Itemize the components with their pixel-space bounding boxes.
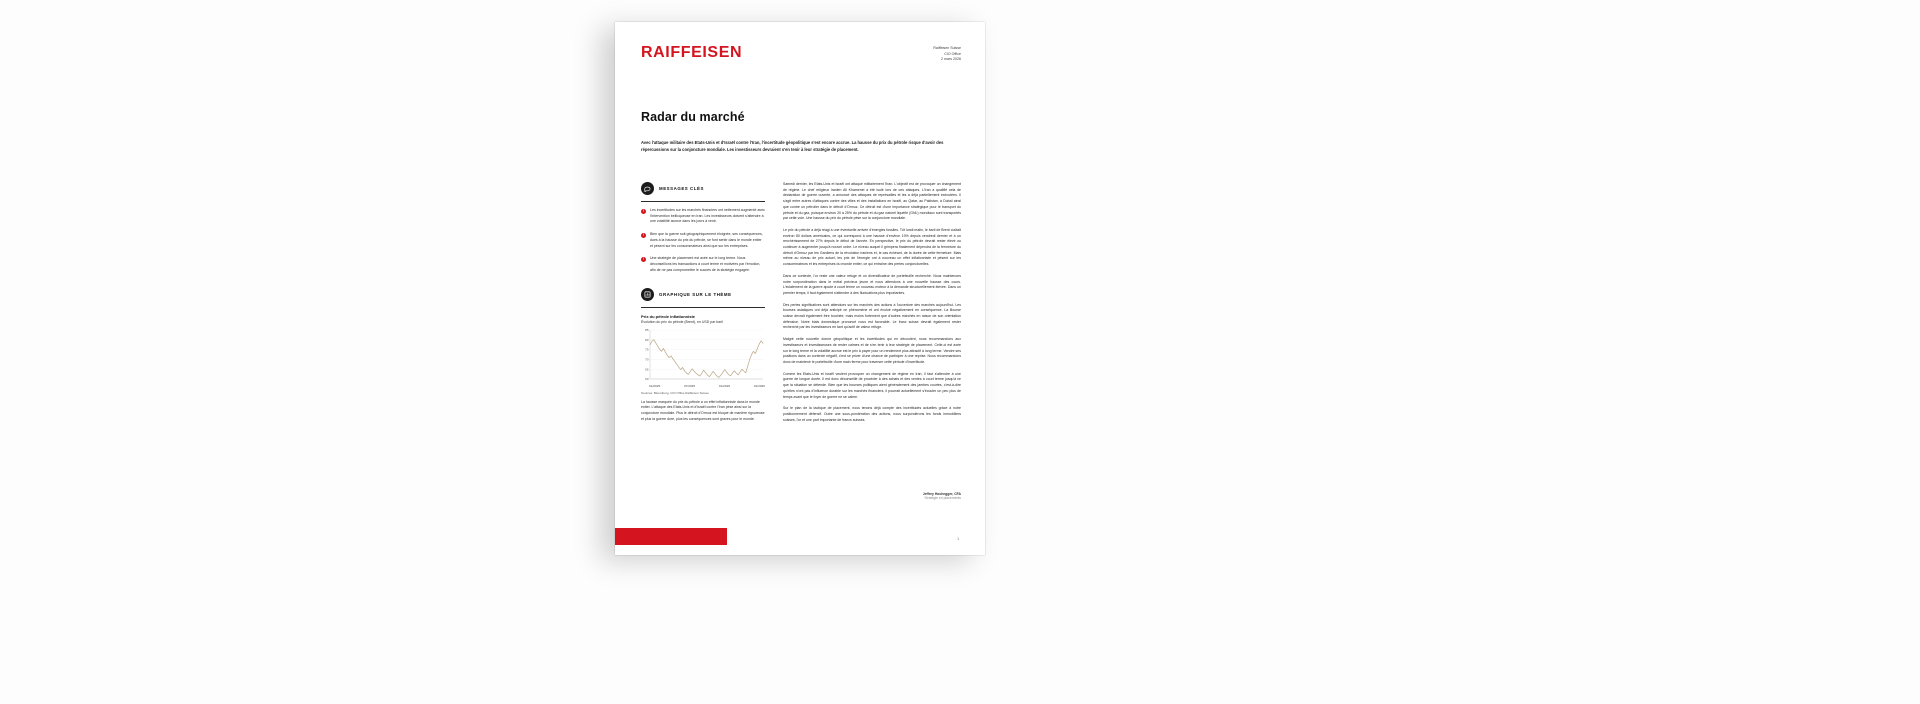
bar-chart-icon	[641, 288, 654, 301]
key-message-text: Les incertitudes sur les marchés financiers ont nettement augmenté avec l'intervention bellicqueuse en Iran. Les investisseurs doivent s'attendre à une volatilité accrue dans les jours à venir.	[650, 208, 765, 224]
page-number: 1	[957, 537, 959, 541]
article-paragraph: Comme les Etats-Unis et Israël veulent provoquer un changement de régime en Iran, il faut s'attendre à une guerre de longue durée. Il est donc déconseillé de procéder à des achats et des ventes à court terme jusqu'à ce que la situation se détende. Bien que les bourses politiques aient généralement des jambes courtes, c'est-à-dire qu'elles n'ont pas d'influence durable sur les marchés financiers, il pourrait actuellement s'écouler un peu plus de temps avant que le foyer de guerre ne se calme.	[783, 371, 961, 399]
article-paragraph: Le prix du pétrole a déjà réagi à une éventuelle arrivée d'énergies fossiles. Tôt lundi matin, le baril de Brent coûtait environ 80 dollars américains, ce qui correspond à une hausse d'environ 10% depuis vendredi dernier et à un renchérissement de 27% depuis le début de l'année. En perspective, le prix du pétrole devrait rester élevé ou continuer à augmenter jusqu'à nouvel ordre. Le niveau auquel il grimpera finalement dépendra de la fermeture du détroit d'Ormuz par les Gardiens de la révolution iraniens et, le cas échéant, de la durée de cette fermeture. Mais même au niveau de prix actuel, les prix de l'énergie ont à nouveau un effet inflationniste et pèsent sur les consommateurs et les entreprises du monde entier, ce qui entraîne des pertes conjoncturelles.	[783, 227, 961, 267]
right-column	[783, 182, 961, 429]
chart-x-axis-labels	[641, 384, 765, 388]
signature-block	[923, 492, 961, 500]
key-message-text: Bien que la guerre soit géographiquement éloignée, ses conséquences, dues à la hausse du prix du pétrole, se font sentir dans le monde entier et pèsent sur les consommateurs ainsi que sur les entreprises.	[650, 232, 763, 248]
key-message-text: Une stratégie de placement est axée sur le long terme. Nous déconseillons les transactions à court terme et motivées par l'émotion, afin de ne pas compromettre le succès de la stratégie engagée.	[650, 256, 761, 272]
header-meta-line-3: 2 mars 2026	[941, 57, 961, 62]
chart-note: La hausse marquée du prix du pétrole a un effet inflationniste dans le monde entier. L'attaque des Etats-Unis et d'Israël contre l'Iran pèse ainsi sur la conjoncture mondiale. Plus le détroit d'Ormuz est bloqué de manière rigoureuse et plus la guerre dure, plus les conséquences sont graves pour le monde.	[641, 399, 765, 421]
key-message-item	[641, 208, 765, 225]
chart-section-divider	[641, 307, 765, 308]
bullet-marker-icon: !	[642, 257, 645, 262]
x-tick-label: 01/2026	[753, 384, 765, 389]
key-messages-header	[641, 182, 765, 195]
article-paragraph: Des pertes significatives sont attendues sur les marchés des actions à l'ouverture des marchés aujourd'hui. Les bourses asiatiques ont déjà anticipé ce phénomène et ont évolué négativement en conséquence. La Bourse suisse devrait également être touchée, mais moins fortement que d'autres marchés en raison de son orientation défensive. Notre biais domestique prononcé nous est favorable. Le franc suisse devrait également rester recherché par les investisseurs en tant qu'actif de valeur refuge.	[783, 302, 961, 330]
chart-section-title: GRAPHIQUE SUR LE THÈME	[659, 291, 732, 297]
raiffeisen-logo: RAIFFEISEN	[641, 44, 743, 61]
key-message-item	[641, 232, 765, 249]
page-title: Radar du marché	[641, 110, 745, 124]
lead-paragraph: Avec l'attaque militaire des Etats-Unis et d'Israël contre l'Iran, l'incertitude géopolitique s'est encore accrue. La hausse du prix du pétrole risque d'avoir des répercussions sur la conjoncture mondiale. Les investisseurs devraient s'en tenir à leur stratégie de placement.	[641, 140, 944, 152]
header-meta-line-1: Raiffeisen Suisse	[933, 46, 961, 50]
bullet-marker-icon: !	[642, 209, 645, 213]
svg-text:60: 60	[645, 377, 649, 382]
speech-bubble-icon	[641, 182, 654, 195]
x-tick-label: 01/2025	[649, 384, 661, 389]
article-paragraph: Malgré cette nouvelle donne géopolitique et les incertitudes qui en découlent, nous recommandons aux investisseurs et investisseuses de rester calmes et de s'en tenir à leur stratégie de placement. Celle-ci est axée sur le long terme et la volatilité accrue est le prix à payer pour un rendement plus attractif à long terme. Vendre ses positions dans un contexte négatif, c'est se priver d'une chance de participer à une reprise. Nous recommandons donc de maintenir le portefeuille d'une main ferme pour traverser cette période d'incertitude.	[783, 337, 961, 364]
chart-title: Prix du pétrole inflationniste	[641, 313, 696, 319]
key-messages-divider	[641, 201, 765, 202]
article-paragraph: Sur le plan de la tactique de placement, nous tenons déjà compte des incertitudes actuelles grâce à notre positionnement défensif. Outre une sous-pondération des actions, nous surpondérons les fonds immobiliers suisses, l'or et une part importante de francs suisses.	[783, 406, 961, 422]
author-role: Stratégie en placements	[924, 496, 961, 500]
x-tick-label: 07/2025	[683, 384, 696, 389]
author-name: Jeffrey Hochegger, CFA	[922, 492, 961, 496]
chart-section	[641, 288, 765, 423]
svg-text:85: 85	[645, 328, 649, 333]
header-meta	[933, 46, 961, 63]
svg-text:75: 75	[645, 347, 649, 352]
article-paragraph: Samedi dernier, les Etats-Unis et Israël ont attaqué militairement l'Iran. L'objectif est de provoquer un changement de régime. Le chef religieux iranien Ali Khamenei a été isolé lors de ces attaques. L'Iran a qualifié cela de déclaration de guerre ouverte, a annoncé des attaques de représailles et les a déjà partiellement exécutées. Il s'agit entre autres d'attaques contre des villes et des installations en Israël, au Qatar, au Pakistan, à Dubaï ainsi que contre un pétrolier dans le détroit d'Ormuz. Ce détroit est d'une importance stratégique pour le transport du pétrole et du gaz, puisque environ 20 à 25% du pétrole et du gaz naturel liquéfié (GNL) mondiaux sont transportés par cette voie. Une hausse du prix du pétrole pèse sur la conjoncture mondiale.	[783, 182, 961, 221]
header-meta-line-2: CIO Office	[944, 51, 961, 56]
footer-accent-bar	[615, 528, 727, 545]
svg-text:65: 65	[645, 367, 649, 372]
document-page	[615, 22, 985, 555]
chart-subtitle: Évolution du prix du pétrole (Brent), en USD par baril	[641, 320, 723, 325]
x-tick-label: 01/2026	[718, 384, 731, 389]
chart-canvas	[641, 327, 765, 383]
left-column	[641, 182, 765, 422]
chart-source: Sources: Bloomberg, CIO Office Raiffeisen Suisse	[641, 390, 709, 395]
chart-section-header	[641, 288, 765, 301]
oil-price-chart	[641, 327, 765, 383]
svg-text:70: 70	[645, 357, 649, 362]
document-header	[641, 44, 961, 78]
article-paragraph: Dans ce contexte, l'or reste une valeur refuge et un diversificateur de portefeuille recherché. Nous maintenons notre surpondération dans le métal précieux jeune et nous attendons à une nouvelle hausse des cours. L'éclatement de la guerre ajoute à court terme un nouveau moteur à la demande structurellement élevée. Dans un premier temps, il faut également s'attendre à des fluctuations plus importantes.	[783, 273, 961, 295]
key-messages-title: MESSAGES CLÉS	[659, 186, 704, 191]
bullet-marker-icon: !	[642, 233, 645, 238]
key-message-item	[641, 256, 765, 273]
svg-text:80: 80	[645, 338, 649, 343]
